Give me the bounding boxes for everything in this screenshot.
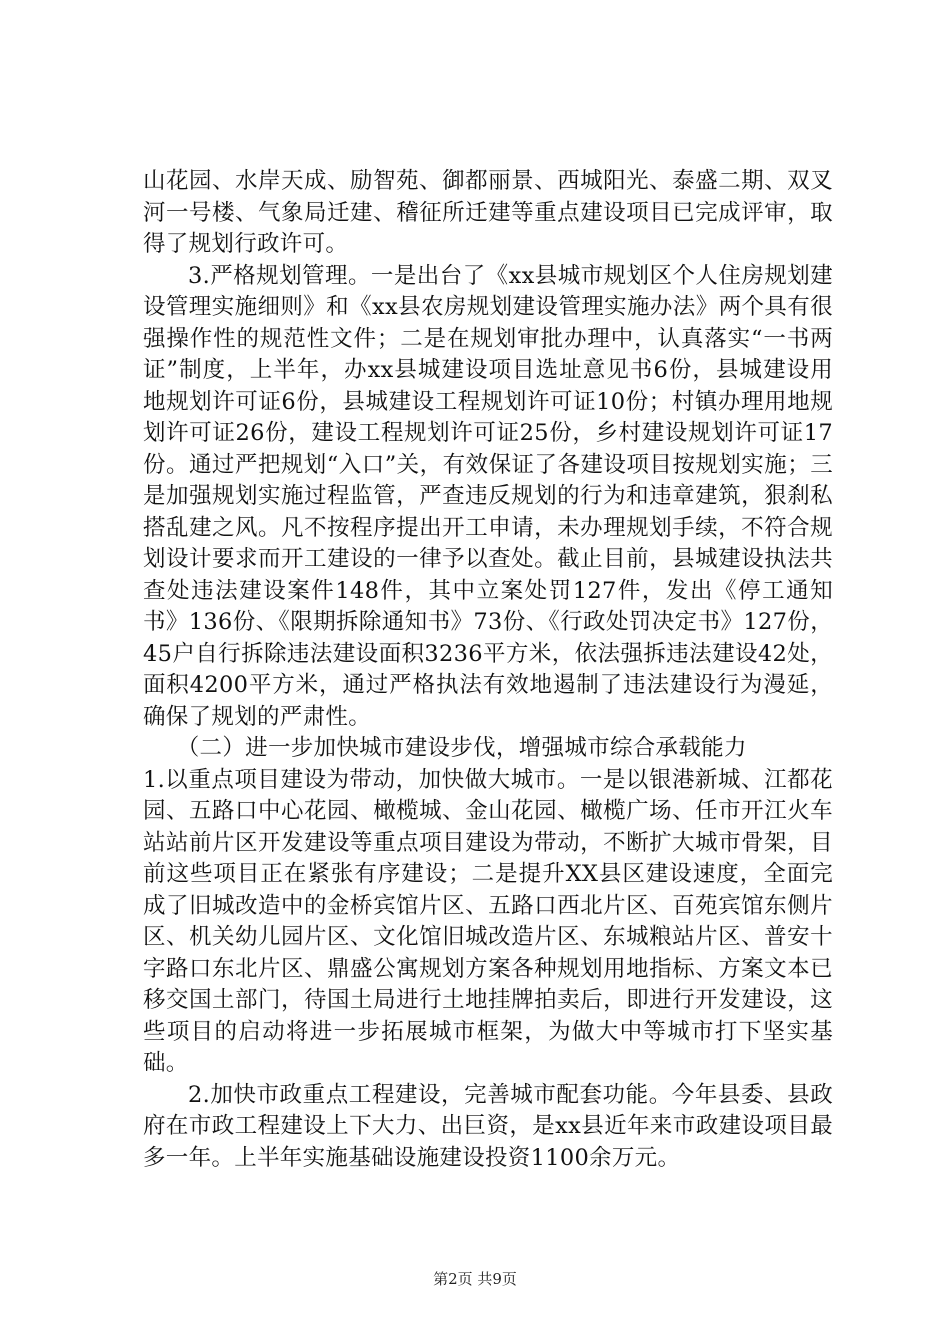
document-body <box>143 166 833 1174</box>
paragraph-municipal-works: 2.加快市政重点工程建设，完善城市配套功能。今年县委、县政府在市政工程建设上下大力、出巨资，是xx县近年来市政建设项目最多一年。上半年实施基础设施建设投资1100余万元。 <box>143 1081 833 1171</box>
page-footer: 第2页 共9页 <box>433 1270 517 1288</box>
paragraph-key-projects: 1.以重点项目建设为带动，加快做大城市。一是以银港新城、江都花园、五路口中心花园、橄榄城、金山花园、橄榄广场、任市开江火车站站前片区开发建设等重点项目建设为带动，不断扩大城市骨架，目前这些项目正在紧张有序建设；二是提升XX县区建设速度，全面完成了旧城改造中的金桥宾馆片区、五路口西北片区、百苑宾馆东侧片区、机关幼儿园片区、文化馆旧城改造片区、东城粮站片区、普安十字路口东北片区、鼎盛公寓规划方案各种规划用地指标、方案文本已移交国土部门，待国土局进行土地挂牌拍卖后，即进行开发建设，这些项目的启动将进一步拓展城市框架，为做大中等城市打下坚实基础。 <box>143 766 833 1076</box>
paragraph-planning-management: 3.严格规划管理。一是出台了《xx县城市规划区个人住房规划建设管理实施细则》和《xx县农房规划建设管理实施办法》两个具有很强操作性的规范性文件；二是在规划审批办理中，认真落实“一书两证”制度，上半年，办xx县城建设项目选址意见书6份，县城建设用地规划许可证6份，县城建设工程规划许可证10份；村镇办理用地规划许可证26份，建设工程规划许可证25份，乡村建设规划许可证17份。通过严把规划“入口”关，有效保证了各建设项目按规划实施；三是加强规划实施过程监管，严查违反规划的行为和违章建筑，狠刹私搭乱建之风。凡不按程序提出开工申请，未办理规划手续，不符合规划设计要求而开工建设的一律予以查处。截止目前，县城建设执法共查处违法建设案件148件，其中立案处罚127件，发出《停工通知书》136份、《限期拆除通知书》73份、《行政处罚决定书》127份，45户自行拆除违法建设面积3236平方米，依法强拆违法建设42处，面积4200平方米，通过严格执法有效地遏制了违法建设行为漫延，确保了规划的严肃性。 <box>143 262 833 730</box>
section-heading-2: （二）进一步加快城市建设步伐，增强城市综合承载能力 <box>176 735 747 761</box>
paragraph-continuation: 山花园、水岸天成、励智苑、御都丽景、西城阳光、泰盛二期、双叉河一号楼、气象局迁建、稽征所迁建等重点建设项目已完成评审，取得了规划行政许可。 <box>143 168 833 257</box>
